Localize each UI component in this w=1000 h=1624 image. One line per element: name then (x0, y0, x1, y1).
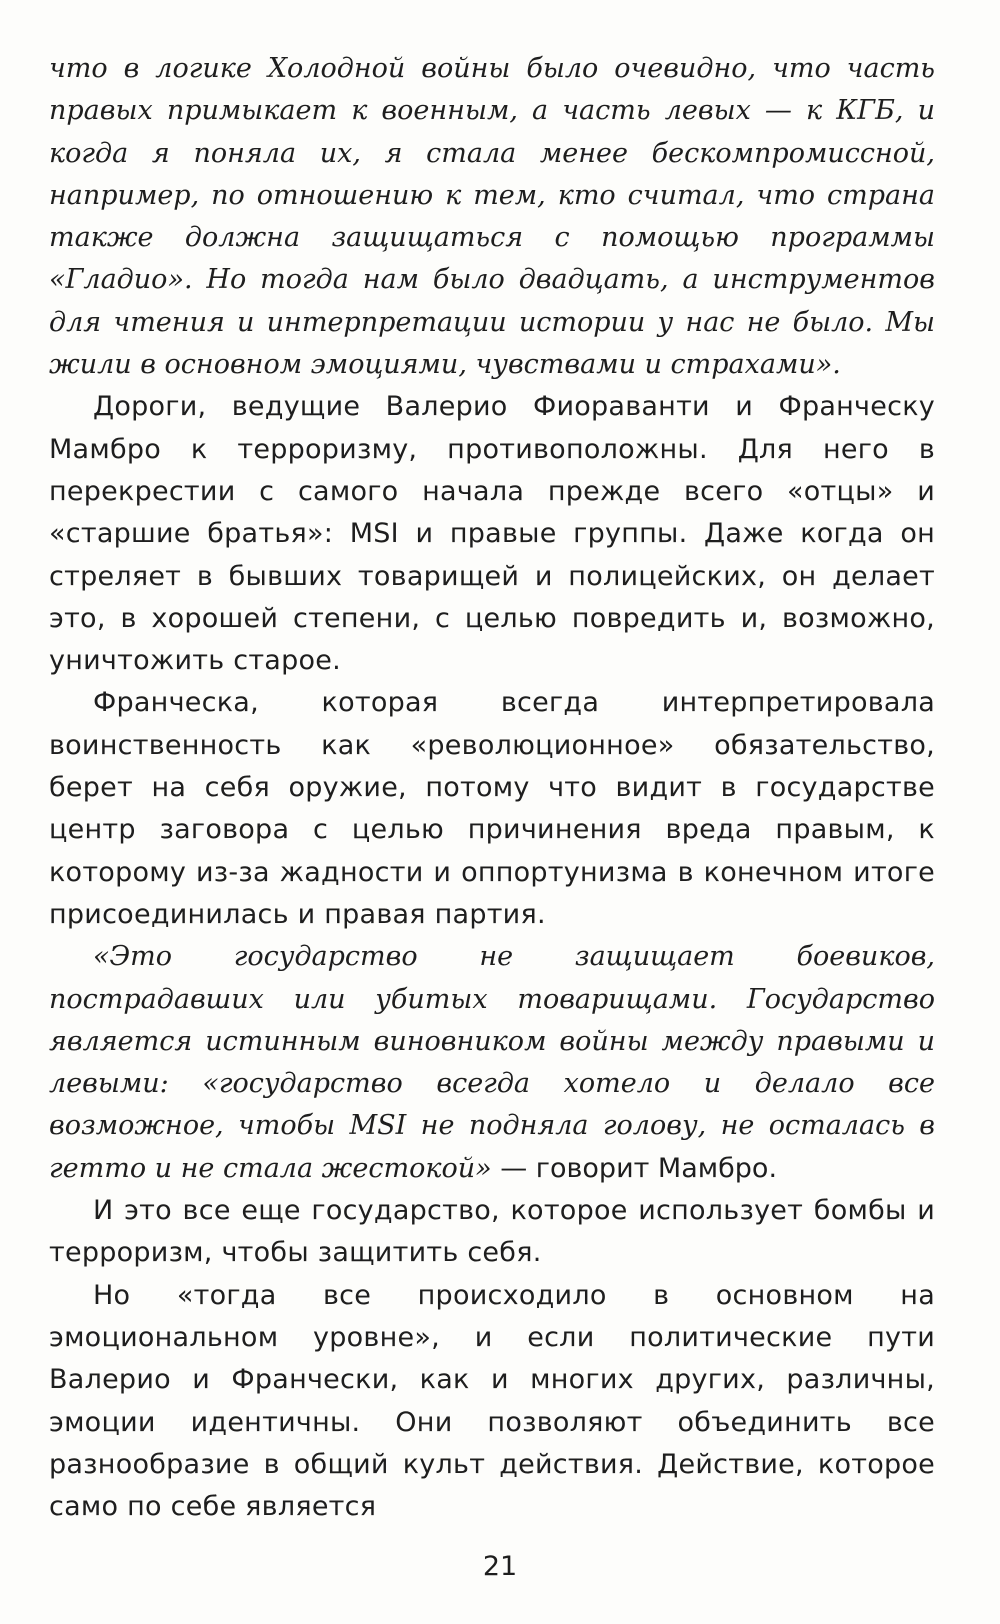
paragraph-quote-continuation: что в логике Холодной войны было очевидно, что часть правых примыкает к военным, а часть левых — к КГБ, и когда я поняла их, я стала менее бескомпромиссной, например, по отношению к тем, кто считал, что страна также должна защищаться с помощью программы «Гладио». Но тогда нам было двадцать, а инструментов для чтения и интерпретации истории у нас не было. Мы жили в основном эмоциями, чувствами и страхами». (49, 53, 935, 381)
body-text (49, 48, 935, 1528)
paragraph-emotional-level: Но «тогда все происходило в основном на эмоциональном уровне», и если политические пути Валерио и Франчески, как и многих других, различны, эмоции идентичны. Они позволяют объединить все разнообразие в общий культ действия. Действие, которое само по себе является (49, 1279, 935, 1523)
paragraph-roads-to-terrorism: Дороги, ведущие Валерио Фиораванти и Франческу Мамбро к терроризму, противоположны. Для него в перекрестии с самого начала прежде всего «отцы» и «старшие братья»: MSI и правые группы. Даже когда он стреляет в бывших товарищей и полицейских, он делает это, в хорошей степени, с целью повредить и, возможно, уничтожить старое. (49, 391, 935, 677)
mambro-quote-text: «Это государство не защищает боевиков, пострадавших или убитых товарищами. Государство является истинным виновником войны между правыми и левыми: «государство всегда хотело и делало все возможное, чтобы MSI не подняла голову, не осталась в гетто и не стала жестокой» (49, 941, 935, 1184)
paragraph-mambro-quote (49, 936, 935, 1190)
paragraph-state-bombs: И это все еще государство, которое использует бомбы и терроризм, чтобы защитить себя. (49, 1195, 935, 1269)
page-number: 21 (482, 1551, 518, 1582)
paragraph-francesca: Франческа, которая всегда интерпретировала воинственность как «революционное» обязательство, берет на себя оружие, потому что видит в государстве центр заговора с целью причинения вреда правым, к которому из-за жадности и оппортунизма в конечном итоге присоединилась и правая партия. (49, 687, 935, 930)
mambro-attribution: — говорит Мамбро. (491, 1152, 778, 1184)
